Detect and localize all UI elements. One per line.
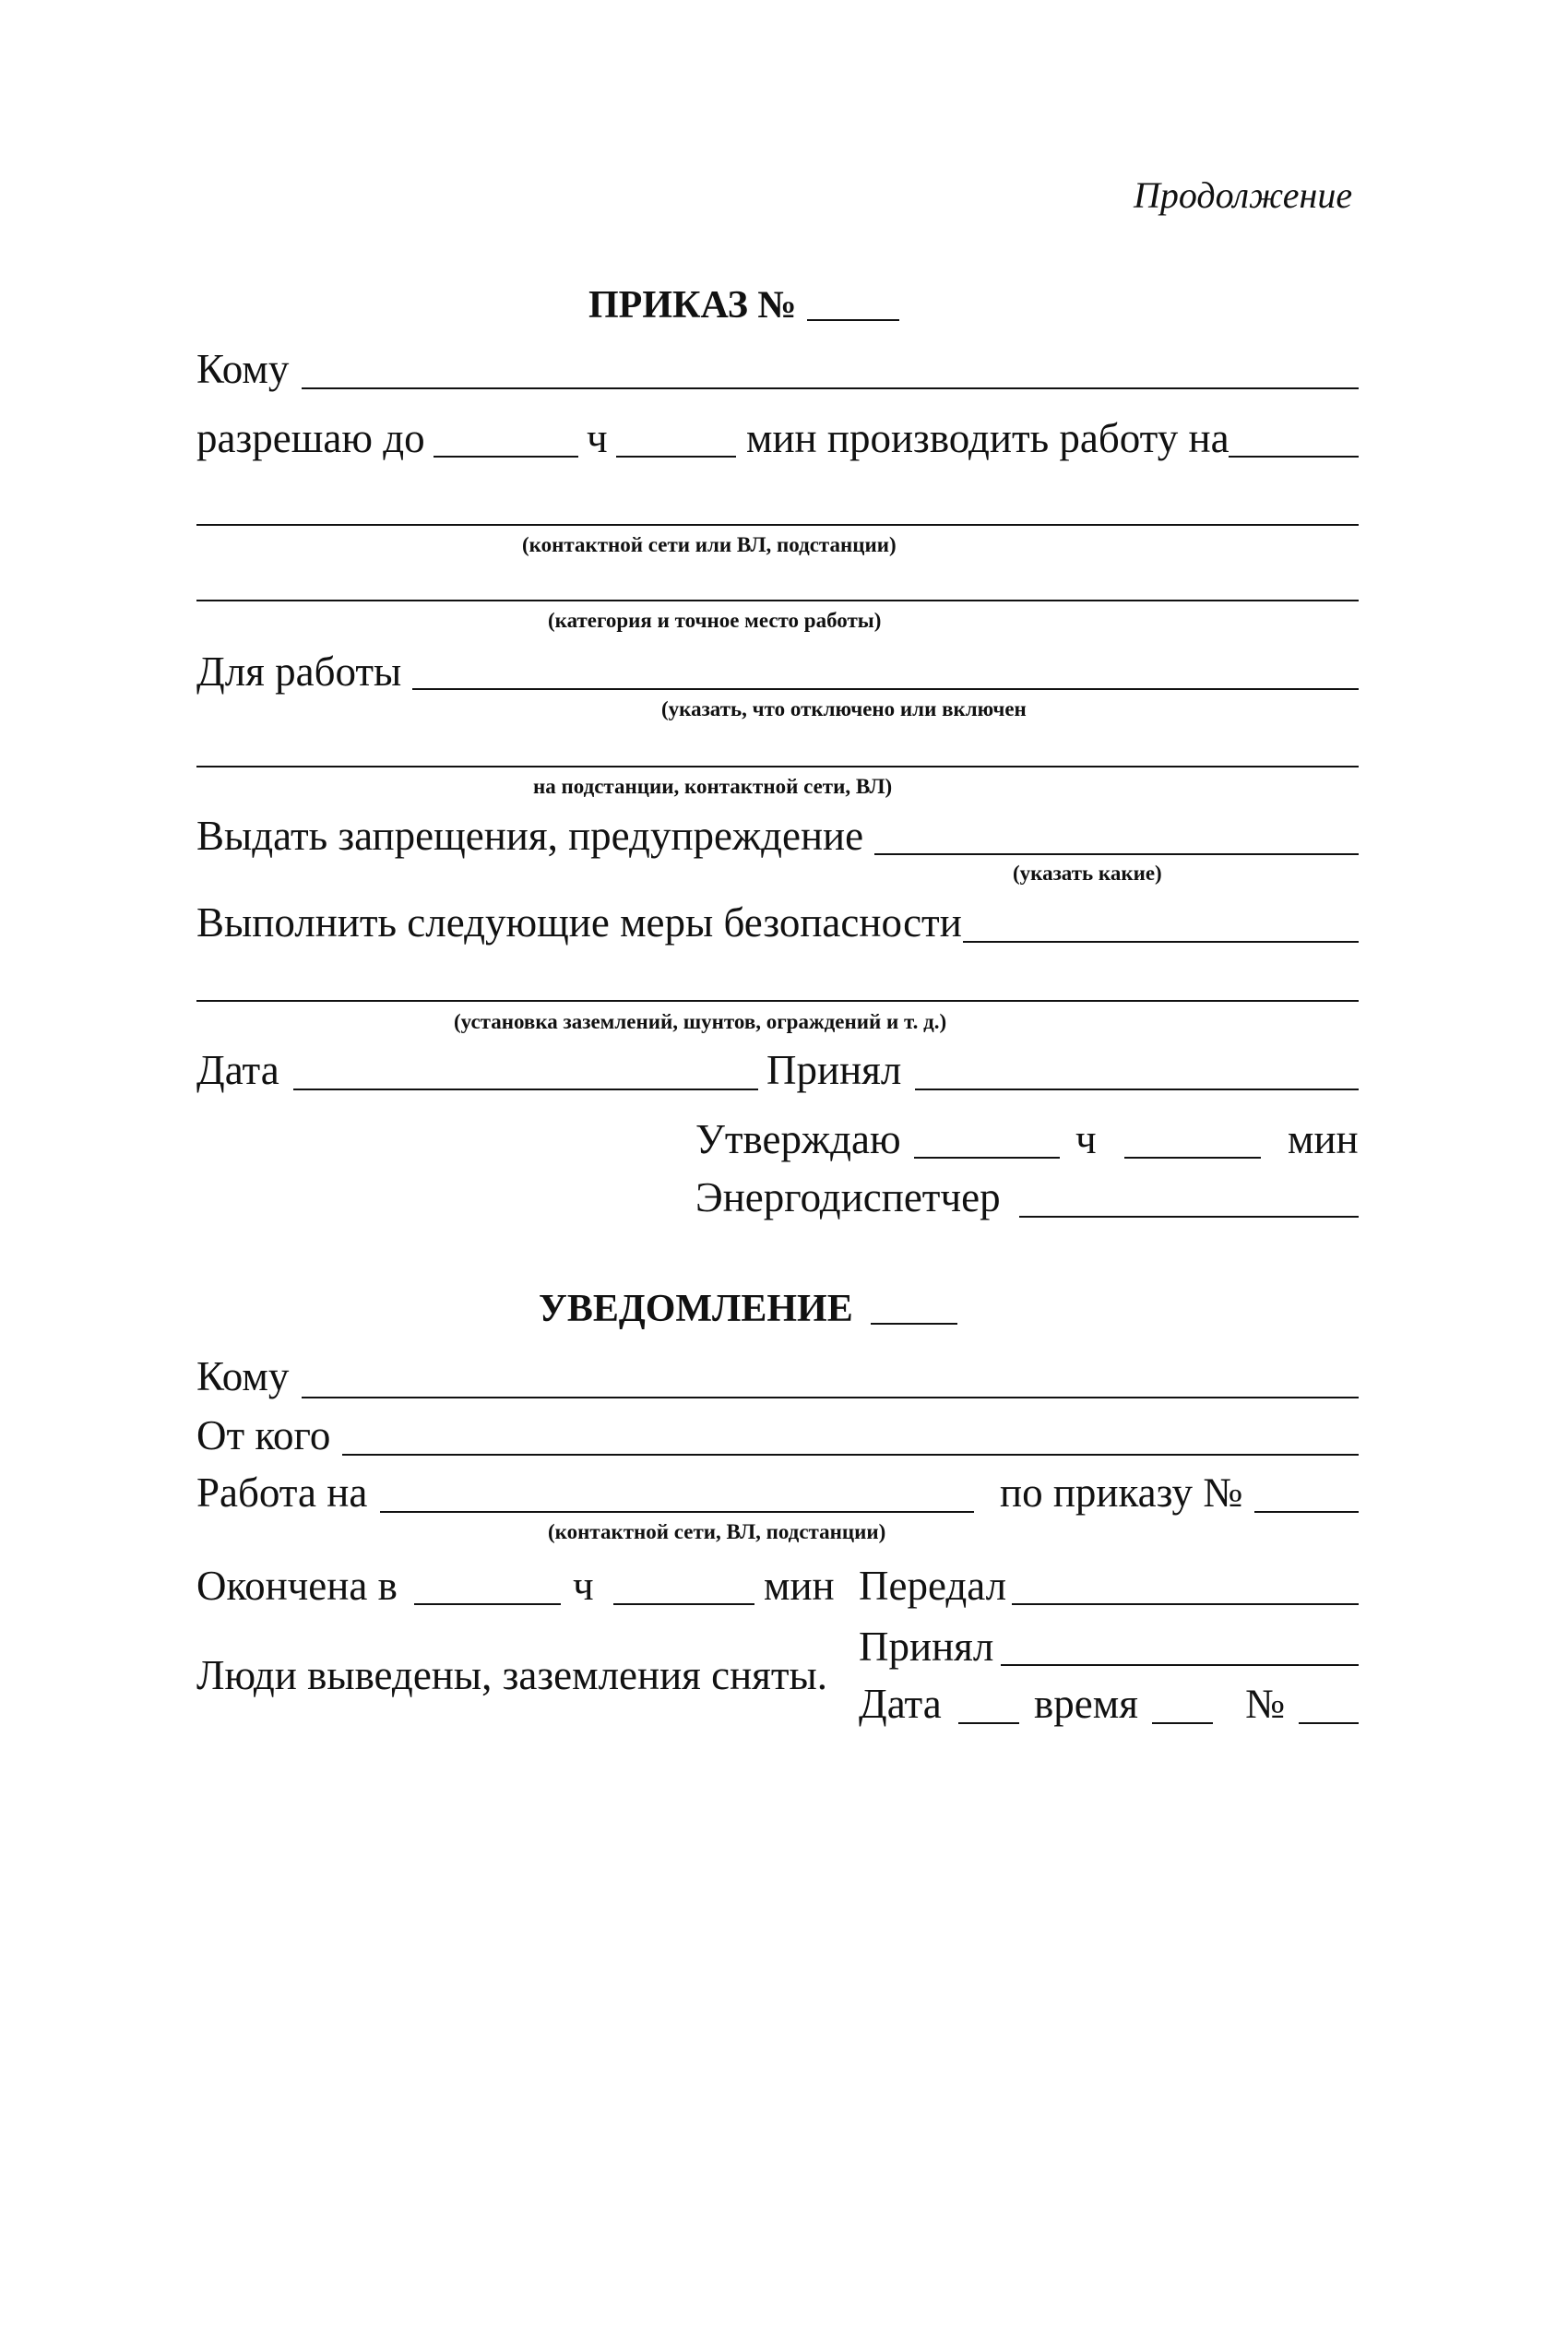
order-work-object-field[interactable] bbox=[1229, 456, 1359, 458]
order-hint-disconnected: (указать, что отключено или включен bbox=[661, 697, 1027, 720]
notice-hours-label: ч bbox=[573, 1563, 594, 1609]
continuation-label: Продолжение bbox=[1134, 174, 1353, 216]
notice-date-field[interactable] bbox=[958, 1722, 1019, 1724]
notice-finished-min-field[interactable] bbox=[613, 1603, 754, 1605]
order-approve-label: Утверждаю bbox=[695, 1116, 901, 1162]
order-to-label: Кому bbox=[196, 346, 290, 392]
order-hint-which: (указать какие) bbox=[1013, 862, 1162, 885]
notice-work-on-field[interactable] bbox=[380, 1511, 974, 1513]
notice-number-label: № bbox=[1245, 1681, 1285, 1727]
order-approve-hours-label: ч bbox=[1075, 1116, 1097, 1162]
notice-accepted-field[interactable] bbox=[1001, 1664, 1359, 1666]
order-date-label: Дата bbox=[196, 1047, 279, 1093]
order-for-work-label: Для работы bbox=[196, 648, 402, 695]
notice-to-label: Кому bbox=[196, 1353, 290, 1399]
order-dispatcher-field[interactable] bbox=[1019, 1216, 1359, 1218]
notice-title: УВЕДОМЛЕНИЕ bbox=[539, 1288, 853, 1330]
notice-time-label: время bbox=[1034, 1681, 1138, 1727]
notice-hint-network: (контактной сети, ВЛ, подстанции) bbox=[548, 1520, 886, 1543]
order-title: ПРИКАЗ № bbox=[588, 284, 797, 327]
notice-to-field[interactable] bbox=[302, 1397, 1359, 1398]
order-accepted-field[interactable] bbox=[915, 1089, 1359, 1090]
order-hint-category: (категория и точное место работы) bbox=[548, 609, 882, 632]
notice-transmitted-field[interactable] bbox=[1012, 1603, 1359, 1605]
notice-finished-label: Окончена в bbox=[196, 1563, 398, 1609]
notice-time-field[interactable] bbox=[1152, 1722, 1213, 1724]
notice-accepted-label: Принял bbox=[859, 1624, 994, 1670]
order-hint-grounding: (установка заземлений, шунтов, ограждений и т. д.) bbox=[454, 1010, 947, 1033]
order-approve-min-field[interactable] bbox=[1124, 1157, 1261, 1159]
order-category-line[interactable] bbox=[196, 600, 1359, 601]
notice-finished-hours-field[interactable] bbox=[414, 1603, 561, 1605]
notice-people-label: Люди выведены, заземления сняты. bbox=[196, 1652, 828, 1698]
order-for-work-field[interactable] bbox=[412, 688, 1359, 690]
notice-date-label: Дата bbox=[859, 1681, 942, 1727]
order-permit-label: разрешаю до bbox=[196, 415, 425, 461]
order-safety-label: Выполнить следующие меры безопасности bbox=[196, 899, 962, 946]
order-hint-network: (контактной сети или ВЛ, подстанции) bbox=[522, 533, 897, 556]
notice-min-label: мин bbox=[764, 1563, 835, 1609]
order-dispatcher-label: Энергодиспетчер bbox=[695, 1174, 1001, 1220]
order-to-field[interactable] bbox=[302, 387, 1359, 389]
order-issue-field[interactable] bbox=[874, 853, 1359, 855]
order-permit-hours-field[interactable] bbox=[434, 456, 578, 458]
order-date-field[interactable] bbox=[293, 1089, 758, 1090]
notice-from-field[interactable] bbox=[342, 1454, 1359, 1456]
order-number-field[interactable] bbox=[807, 319, 899, 321]
order-disconnected-line[interactable] bbox=[196, 766, 1359, 767]
notice-by-order-label: по приказу № bbox=[1000, 1469, 1243, 1516]
notice-final-number-field[interactable] bbox=[1299, 1722, 1359, 1724]
notice-number-field[interactable] bbox=[871, 1323, 957, 1325]
order-network-line[interactable] bbox=[196, 524, 1359, 526]
notice-from-label: От кого bbox=[196, 1412, 331, 1458]
order-hours-label: ч bbox=[587, 415, 608, 461]
order-grounding-line[interactable] bbox=[196, 1000, 1359, 1002]
order-min-work-label: мин производить работу на bbox=[746, 415, 1229, 461]
order-hint-where: на подстанции, контактной сети, ВЛ) bbox=[533, 775, 893, 798]
order-approve-hours-field[interactable] bbox=[914, 1157, 1060, 1159]
notice-work-on-label: Работа на bbox=[196, 1469, 368, 1516]
order-approve-min-label: мин bbox=[1288, 1116, 1359, 1162]
order-accepted-label: Принял bbox=[766, 1047, 902, 1093]
order-permit-min-field[interactable] bbox=[616, 456, 736, 458]
order-issue-label: Выдать запрещения, предупреждение bbox=[196, 813, 864, 859]
notice-transmitted-label: Передал bbox=[859, 1563, 1007, 1609]
notice-order-number-field[interactable] bbox=[1254, 1511, 1359, 1513]
order-safety-field[interactable] bbox=[963, 941, 1359, 943]
